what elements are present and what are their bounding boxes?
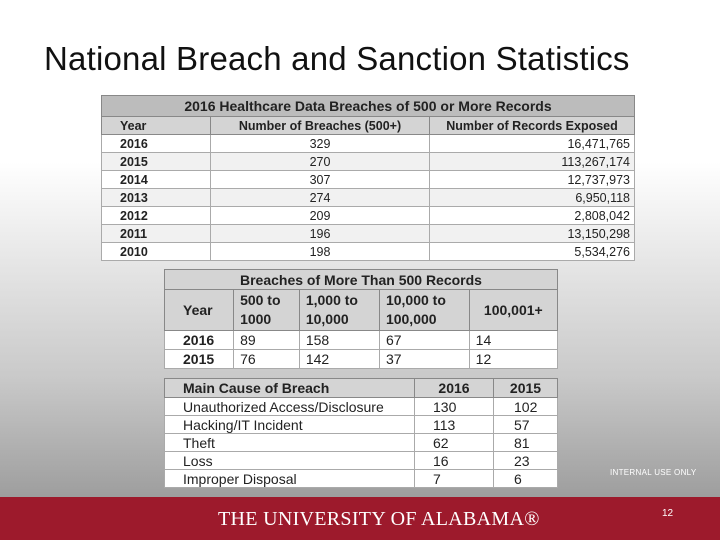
- count-cell: 81: [494, 434, 558, 452]
- table-row: [165, 350, 558, 369]
- breaches-by-year-table: [101, 95, 635, 261]
- year-cell: 2013: [102, 189, 211, 207]
- internal-use-label: INTERNAL USE ONLY: [610, 468, 697, 477]
- table-caption: Breaches of More Than 500 Records: [165, 270, 558, 290]
- count-cell: 6: [494, 470, 558, 488]
- column-header: Number of Breaches (500+): [211, 117, 430, 135]
- year-cell: 2014: [102, 171, 211, 189]
- count-cell: 130: [415, 398, 494, 416]
- breach-count-cell: 307: [211, 171, 430, 189]
- column-header: 2016: [415, 379, 494, 398]
- cause-cell: Improper Disposal: [165, 470, 415, 488]
- count-cell: 16: [415, 452, 494, 470]
- count-cell: 12: [469, 350, 557, 369]
- breach-cause-table: [164, 378, 558, 488]
- breach-count-cell: 274: [211, 189, 430, 207]
- count-cell: 158: [299, 331, 379, 350]
- slide-title: National Breach and Sanction Statistics: [44, 40, 630, 77]
- year-cell: 2015: [102, 153, 211, 171]
- count-cell: 113: [415, 416, 494, 434]
- breach-count-cell: 329: [211, 135, 430, 153]
- table-row: [102, 189, 635, 207]
- count-cell: 76: [234, 350, 300, 369]
- table-row: [102, 171, 635, 189]
- column-header: Year: [102, 117, 211, 135]
- column-header: 500 to 1000: [234, 290, 300, 331]
- cause-cell: Loss: [165, 452, 415, 470]
- count-cell: 67: [379, 331, 469, 350]
- count-cell: 37: [379, 350, 469, 369]
- table-row: [165, 416, 558, 434]
- table-row: [102, 225, 635, 243]
- year-cell: 2012: [102, 207, 211, 225]
- cause-cell: Theft: [165, 434, 415, 452]
- count-cell: 62: [415, 434, 494, 452]
- records-cell: 2,808,042: [430, 207, 635, 225]
- column-header: Year: [165, 290, 234, 331]
- count-cell: 142: [299, 350, 379, 369]
- year-cell: 2016: [165, 331, 234, 350]
- table-row: [165, 452, 558, 470]
- table-row: [165, 398, 558, 416]
- column-header: Main Cause of Breach: [165, 379, 415, 398]
- table-row: [165, 331, 558, 350]
- count-cell: 7: [415, 470, 494, 488]
- records-cell: 12,737,973: [430, 171, 635, 189]
- table-caption: 2016 Healthcare Data Breaches of 500 or More Records: [102, 96, 635, 117]
- records-cell: 5,534,276: [430, 243, 635, 261]
- breach-count-cell: 270: [211, 153, 430, 171]
- column-header: 2015: [494, 379, 558, 398]
- breach-count-cell: 198: [211, 243, 430, 261]
- column-header: Number of Records Exposed: [430, 117, 635, 135]
- university-wordmark: THE UNIVERSITY OF ALABAMA®: [218, 508, 540, 530]
- count-cell: 57: [494, 416, 558, 434]
- count-cell: 89: [234, 331, 300, 350]
- breach-size-table: [164, 269, 558, 369]
- cause-cell: Unauthorized Access/Disclosure: [165, 398, 415, 416]
- records-cell: 113,267,174: [430, 153, 635, 171]
- column-header: 1,000 to 10,000: [299, 290, 379, 331]
- breach-count-cell: 196: [211, 225, 430, 243]
- table-row: [102, 243, 635, 261]
- table-row: [102, 135, 635, 153]
- column-header: 100,001+: [469, 290, 557, 331]
- table-row: [165, 434, 558, 452]
- year-cell: 2015: [165, 350, 234, 369]
- year-cell: 2010: [102, 243, 211, 261]
- table-row: [165, 470, 558, 488]
- table-row: [102, 207, 635, 225]
- column-header: 10,000 to 100,000: [379, 290, 469, 331]
- breach-count-cell: 209: [211, 207, 430, 225]
- count-cell: 23: [494, 452, 558, 470]
- records-cell: 6,950,118: [430, 189, 635, 207]
- cause-cell: Hacking/IT Incident: [165, 416, 415, 434]
- year-cell: 2016: [102, 135, 211, 153]
- count-cell: 102: [494, 398, 558, 416]
- records-cell: 16,471,765: [430, 135, 635, 153]
- page-number: 12: [662, 508, 674, 519]
- table-row: [102, 153, 635, 171]
- count-cell: 14: [469, 331, 557, 350]
- records-cell: 13,150,298: [430, 225, 635, 243]
- year-cell: 2011: [102, 225, 211, 243]
